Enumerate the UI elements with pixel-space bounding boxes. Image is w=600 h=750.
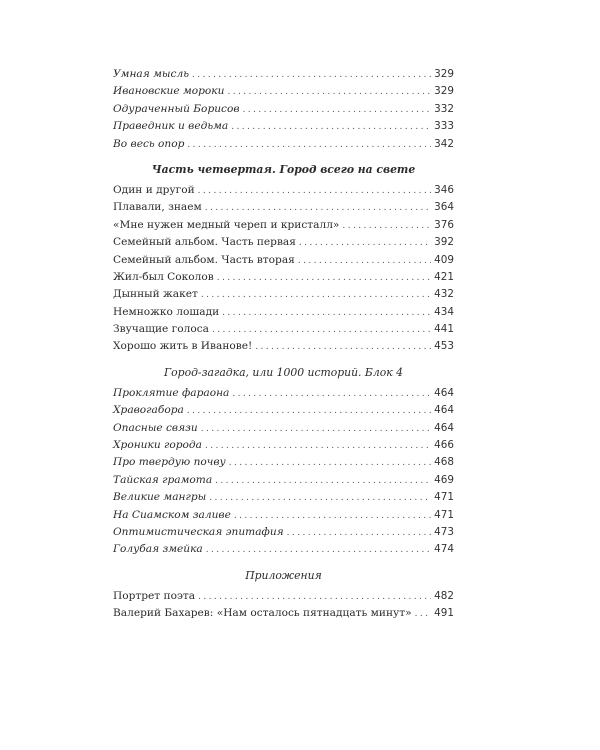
toc-entry	[113, 269, 454, 286]
entry-title: На Сиамском заливе	[113, 508, 231, 521]
dot-leader	[187, 403, 431, 420]
page-number: 434	[434, 305, 454, 318]
toc-entry	[113, 605, 454, 622]
dot-leader	[187, 137, 431, 154]
dot-leader	[209, 490, 431, 507]
entry-title: Портрет поэта	[113, 589, 196, 602]
toc-entry	[113, 83, 454, 100]
entry-title: Про твердую почву	[113, 456, 226, 469]
entry-title: Семейный альбом. Часть вторая	[113, 253, 295, 266]
page-number: 421	[434, 270, 454, 283]
entry-title: Во весь опор	[113, 137, 185, 150]
dot-leader	[227, 84, 431, 101]
entry-title: Хравогабора	[113, 404, 184, 417]
entry-title: Тайская грамота	[113, 473, 213, 486]
toc-entry	[113, 286, 454, 303]
page-number: 329	[434, 68, 454, 80]
dot-leader	[231, 119, 431, 136]
entry-title: Хорошо жить в Иванове!	[113, 340, 253, 353]
toc-entry	[113, 524, 454, 541]
page-number: 364	[434, 201, 454, 214]
dot-leader	[243, 102, 432, 119]
dot-leader	[205, 200, 431, 217]
dot-leader	[299, 235, 431, 252]
entry-title: Хроники города	[113, 439, 202, 452]
toc-entry	[113, 321, 454, 338]
entry-title: Семейный альбом. Часть первая	[113, 236, 296, 249]
toc-entry	[113, 234, 454, 251]
toc-entry	[113, 182, 454, 199]
entry-title: Жил-был Соколов	[113, 270, 214, 283]
toc-entry	[113, 338, 454, 355]
page-number: 491	[434, 607, 454, 620]
page-number: 441	[434, 323, 454, 336]
page-number: 346	[434, 183, 454, 196]
toc-entry	[113, 118, 454, 135]
dot-leader	[232, 386, 431, 403]
page-number: 474	[434, 543, 454, 556]
toc-entry	[113, 199, 454, 216]
dot-leader	[198, 183, 432, 200]
toc-entry	[113, 489, 454, 506]
toc-entry	[113, 101, 454, 118]
page-number: 466	[434, 439, 454, 452]
page-number: 453	[434, 340, 454, 353]
page-number: 432	[434, 288, 454, 301]
dot-leader	[217, 270, 431, 287]
dot-leader	[298, 253, 431, 270]
page-number: 482	[434, 589, 454, 602]
dot-leader	[342, 218, 431, 235]
entry-title: Звучащие голоса	[113, 323, 209, 336]
page-number: 333	[434, 120, 454, 133]
dot-leader	[192, 67, 431, 84]
dot-leader	[222, 305, 431, 322]
entry-title: Плавали, знаем	[113, 201, 202, 214]
toc-entry	[113, 136, 454, 153]
table-of-contents	[113, 66, 454, 623]
entry-title: Опасные связи	[113, 421, 198, 434]
page-number: 471	[434, 508, 454, 521]
toc-entry	[113, 454, 454, 471]
dot-leader	[198, 589, 431, 606]
entry-title: Дынный жакет	[113, 288, 198, 301]
dot-leader	[229, 455, 431, 472]
page-number: 329	[434, 85, 454, 98]
section-heading: Часть четвертая. Город всего на свете	[151, 162, 416, 176]
entry-title: «Мне нужен медный череп и кристалл»	[113, 218, 340, 231]
section-heading: Приложения	[245, 568, 322, 582]
toc-entry	[113, 588, 454, 605]
entry-title: Праведник и ведьма	[113, 120, 229, 133]
dot-leader	[415, 606, 432, 623]
page-number: 376	[434, 218, 454, 231]
dot-leader	[287, 525, 431, 542]
page-number: 392	[434, 236, 454, 249]
toc-entry	[113, 420, 454, 437]
toc-entry	[113, 252, 454, 269]
dot-leader	[215, 473, 431, 490]
section-heading: Город-загадка, или 1000 историй. Блок 4	[164, 365, 403, 379]
page-number: 469	[434, 473, 454, 486]
entry-title: Умная мысль	[113, 68, 189, 80]
page-number: 464	[434, 421, 454, 434]
toc-entry	[113, 507, 454, 524]
entry-title: Оптимистическая эпитафия	[113, 525, 284, 538]
entry-title: Один и другой	[113, 183, 195, 196]
toc-entry	[113, 66, 454, 83]
dot-leader	[201, 421, 431, 438]
entry-title: Великие мангры	[113, 491, 207, 504]
dot-leader	[212, 322, 431, 339]
entry-title: Валерий Бахарев: «Нам осталось пятнадцать минут»	[113, 607, 412, 620]
page-number: 464	[434, 404, 454, 417]
toc-entry	[113, 541, 454, 558]
page-number: 473	[434, 525, 454, 538]
entry-title: Ивановские мороки	[113, 85, 225, 98]
toc-entry	[113, 385, 454, 402]
page-number: 464	[434, 386, 454, 399]
entry-title: Немножко лошади	[113, 305, 220, 318]
dot-leader	[201, 287, 431, 304]
page-number: 409	[434, 253, 454, 266]
dot-leader	[255, 339, 431, 356]
entry-title: Проклятие фараона	[113, 386, 230, 399]
toc-entry	[113, 304, 454, 321]
page-number: 468	[434, 456, 454, 469]
page-number: 471	[434, 491, 454, 504]
entry-title: Голубая змейка	[113, 543, 203, 556]
dot-leader	[206, 542, 431, 559]
dot-leader	[234, 508, 431, 525]
toc-entry	[113, 437, 454, 454]
toc-entry	[113, 402, 454, 419]
dot-leader	[205, 438, 431, 455]
toc-entry	[113, 217, 454, 234]
page-number: 342	[434, 137, 454, 150]
page-number: 332	[434, 102, 454, 115]
toc-entry	[113, 472, 454, 489]
entry-title: Одураченный Борисов	[113, 102, 240, 115]
